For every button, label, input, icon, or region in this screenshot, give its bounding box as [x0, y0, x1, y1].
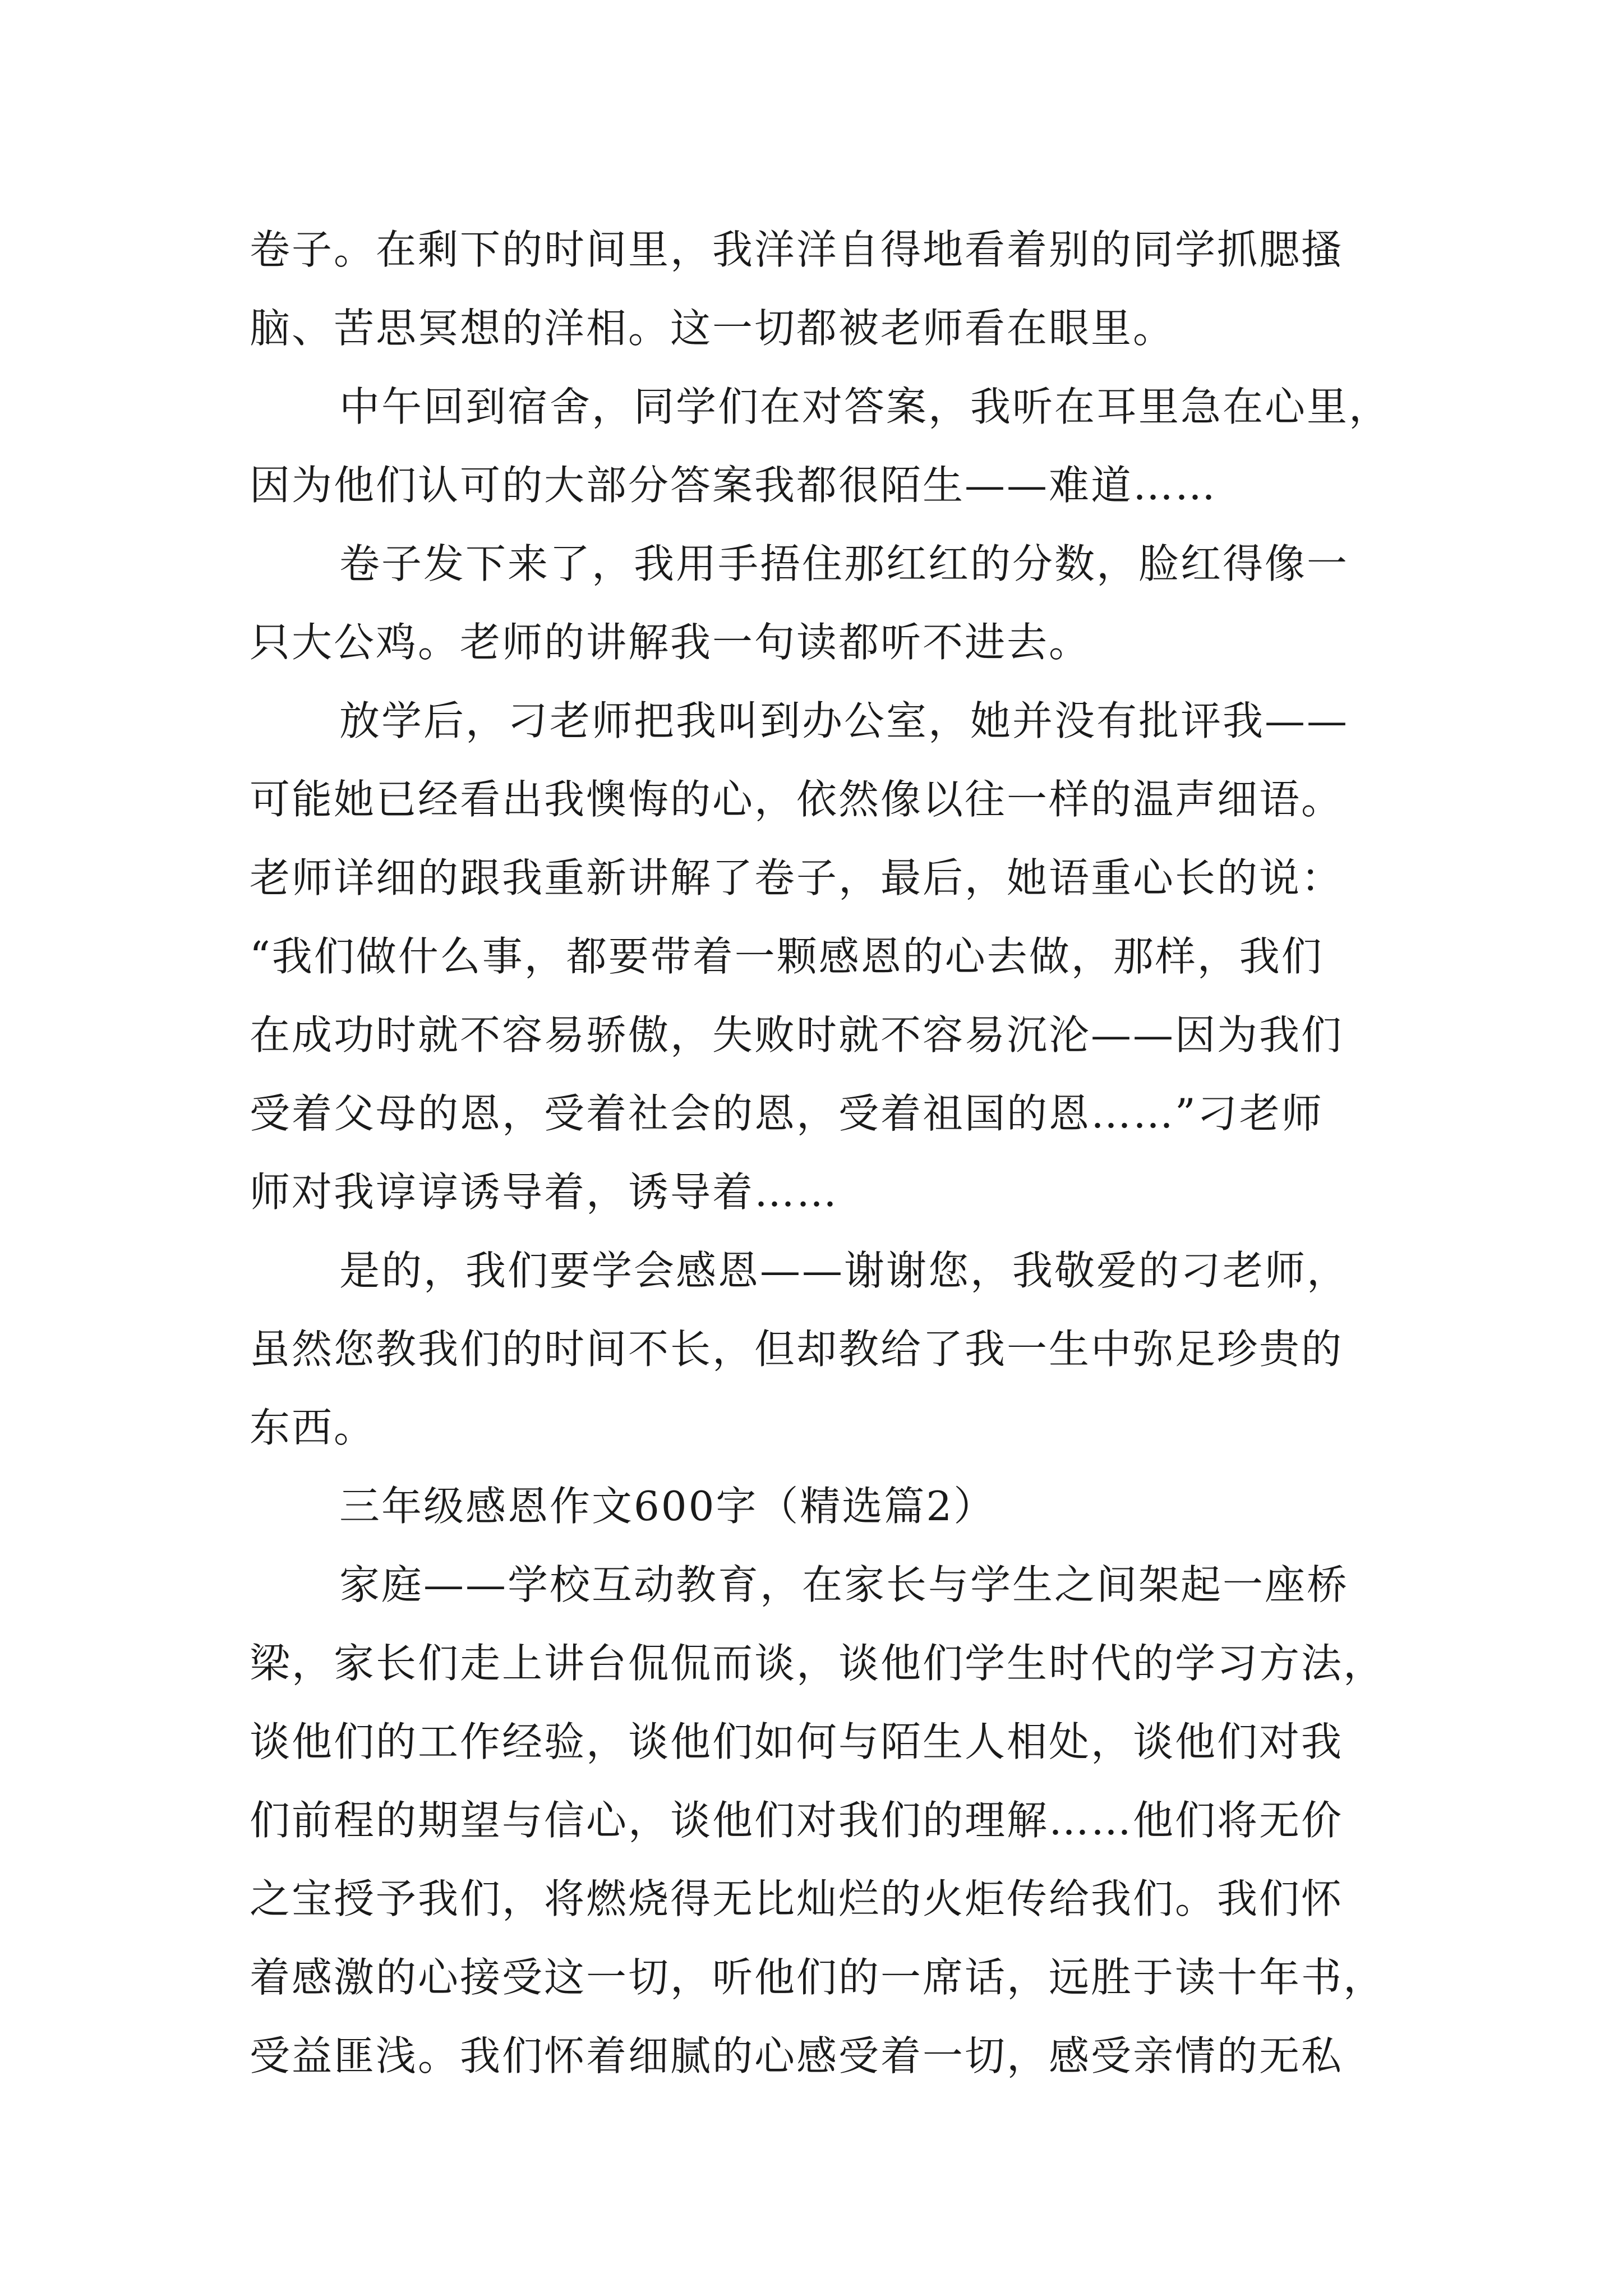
paragraph-line: 受益匪浅。我们怀着细腻的心感受着一切，感受亲情的无私: [250, 2032, 1344, 2079]
paragraph-line: 是的，我们要学会感恩——谢谢您，我敬爱的刁老师，: [339, 1247, 1349, 1294]
paragraph-line: 因为他们认可的大部分答案我都很陌生——难道……: [250, 462, 1218, 509]
paragraph-line: 家庭——学校互动教育，在家长与学生之间架起一座桥: [339, 1561, 1349, 1608]
paragraph-line: 卷子。在剩下的时间里，我洋洋自得地看着别的同学抓腮搔: [250, 226, 1344, 273]
paragraph-line: 们前程的期望与信心，谈他们对我们的理解……他们将无价: [250, 1797, 1344, 1844]
paragraph-line: 可能她已经看出我懊悔的心，依然像以往一样的温声细语。: [250, 776, 1344, 823]
paragraph-line: 卷子发下来了，我用手捂住那红红的分数，脸红得像一: [339, 540, 1349, 587]
paragraph-line: 在成功时就不容易骄傲，失败时就不容易沉沦——因为我们: [250, 1011, 1344, 1059]
paragraph-line: 放学后，刁老师把我叫到办公室，她并没有批评我——: [339, 697, 1349, 744]
paragraph-line: 老师详细的跟我重新讲解了卷子，最后，她语重心长的说：: [250, 854, 1344, 901]
paragraph-line: 东西。: [250, 1404, 376, 1451]
paragraph-line: 着感激的心接受这一切，听他们的一席话，远胜于读十年书，: [250, 1954, 1386, 2001]
paragraph-line: 之宝授予我们，将燃烧得无比灿烂的火炬传给我们。我们怀: [250, 1875, 1344, 1922]
paragraph-line: 只大公鸡。老师的讲解我一句读都听不进去。: [250, 619, 1091, 666]
paragraph-line: 谈他们的工作经验，谈他们如何与陌生人相处，谈他们对我: [250, 1718, 1344, 1765]
paragraph-line: 受着父母的恩，受着社会的恩，受着祖国的恩……”刁老师: [250, 1090, 1324, 1137]
section-heading: 三年级感恩作文600字（精选篇2）: [339, 1483, 996, 1530]
paragraph-line: 中午回到宿舍，同学们在对答案，我听在耳里急在心里，: [339, 383, 1391, 430]
paragraph-line: 师对我谆谆诱导着，诱导着……: [250, 1168, 839, 1216]
paragraph-line: 脑、苦思冥想的洋相。这一切都被老师看在眼里。: [250, 305, 1175, 352]
paragraph-line: 梁，家长们走上讲台侃侃而谈，谈他们学生时代的学习方法，: [250, 1640, 1386, 1687]
paragraph-line: 虽然您教我们的时间不长，但却教给了我一生中弥足珍贵的: [250, 1326, 1344, 1373]
paragraph-line: “我们做什么事，都要带着一颗感恩的心去做，那样，我们: [250, 933, 1324, 980]
